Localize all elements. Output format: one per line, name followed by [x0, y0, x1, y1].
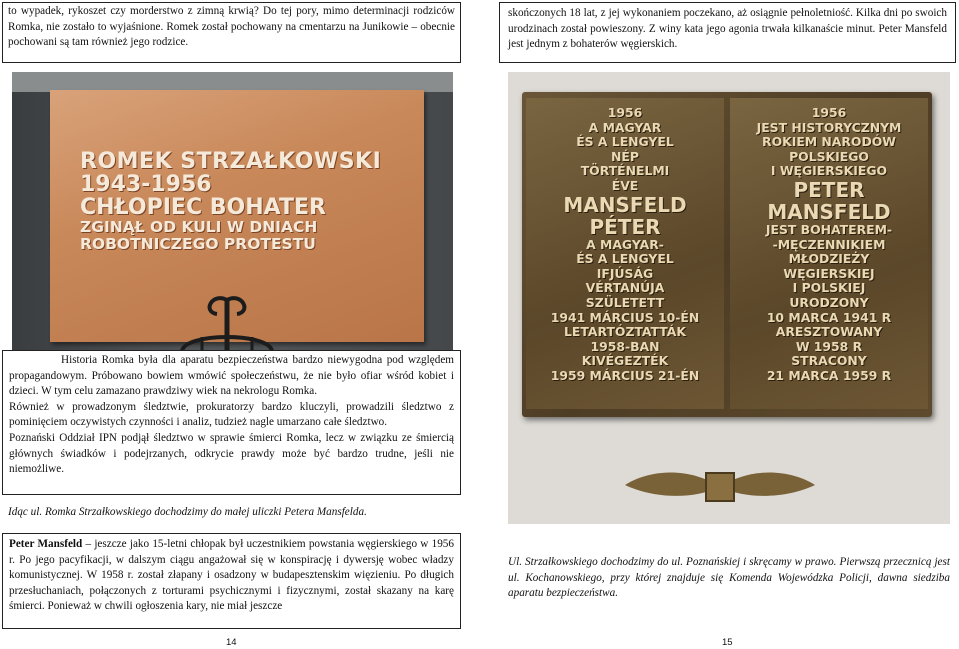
top-right-paragraph: skończonych 18 lat, z jej wykonaniem poczekano, aż osiągnie pełnoletniość. Kilka dni po swoich urodzinach został powieszony. Z winy kata jego agonia trwała kilkanaście minut. Peter Mansfeld jest jednym z bohaterów węgierskich.: [508, 7, 947, 51]
plaque-line: TÖRTÉNELMI: [580, 163, 670, 179]
plaque-line: PÉTER: [589, 214, 661, 239]
plaque-line: A MAGYAR: [588, 119, 662, 135]
plaque-years: 1943-1956: [80, 172, 212, 198]
plaque-line: 1956: [607, 105, 643, 120]
plaque-line: PETER: [793, 177, 865, 202]
page-number-left: 14: [226, 637, 237, 648]
plaque-line: ÉVE: [611, 177, 639, 193]
right-caption: Ul. Strzałkowskiego dochodzimy do ul. Poznańskiej i skręcamy w prawo. Pierwszą przecznicą jest ul. Kochanowskiego, przy której znajduje się Komenda Wojewódzka Policji, dawna siedziba aparatu bezpieczeństwa.: [508, 556, 950, 600]
mansfeld-text: – jeszcze jako 15-letni chłopak był uczestnikiem powstania węgierskiego w 1956 r. Po jego pacyfikacji, w dalszym ciągu angażował się w konspirację i dywersję wobec władzy komunistycznej. W 1958 r. został złapany i osadzony w budapesztenskim więzieniu. Po długich przesłuchaniach, połączonych z torturami psychicznymi i fizycznymi, został skazany na karę śmierci. Ponieważ w chwili ogłoszenia kary, nie miał jeszcze: [9, 538, 454, 613]
plaque-line: I WĘGIERSKIEGO: [770, 163, 888, 179]
plaque-line: VÉRTANÚJA: [585, 280, 665, 296]
plaque-inscription: [80, 150, 410, 252]
plaque-line: ÉS A LENGYEL: [576, 251, 674, 267]
plaque-line: SZÜLETETT: [585, 294, 665, 310]
plaque-line: 21 MARCA 1959 R: [766, 367, 892, 383]
plaque-line: 1941 MÁRCIUS 10-ÉN: [550, 309, 700, 325]
plaque-line: I POLSKIEJ: [792, 280, 866, 296]
mansfeld-text-box: [2, 533, 461, 629]
history-text-box: [2, 350, 461, 495]
plaque-line: ROKIEM NARODÓW: [762, 134, 896, 150]
plaque-line-4: ZGINĄŁ OD KULI W DNIACH: [80, 218, 318, 237]
top-right-text-box: [499, 2, 956, 63]
history-paragraph-3: Poznański Oddział IPN podjął śledztwo w sprawie śmierci Romka, lecz w związku ze śmiercią głównych świadków i podejrzanych, odkrycie prawdy może być bardzo trudne, jeśli nie niemożliwe.: [9, 431, 454, 476]
plaque-title: CHŁOPIEC BOHATER: [80, 195, 326, 221]
plaque-line: MŁODZIEŻY: [788, 251, 870, 267]
plaque-line: -MĘCZENNIKIEM: [772, 236, 886, 252]
strzalkowski-plaque-photo: [12, 72, 453, 350]
bronze-book-plaque: [522, 92, 932, 417]
plaque-line: 1958-BAN: [590, 338, 660, 354]
plaque-line: ÉS A LENGYEL: [576, 134, 674, 150]
plaque-line: MANSFELD: [767, 199, 891, 224]
history-paragraph-2: Również w prowadzonym śledztwie, prokuratorzy bardzo kluczyli, prowadzili śledztwo z pominięciem oczywistych czynności i analiz, tudzież nagle umarzano całe śledztwo.: [9, 400, 454, 429]
plaque-line: 1956: [811, 105, 847, 120]
plaque-line: JEST BOHATEREM-: [765, 221, 893, 237]
plaque-hungarian-page: [526, 98, 724, 409]
plaque-line-5: ROBOTNICZEGO PROTESTU: [80, 234, 316, 253]
plaque-line: 1959 MÁRCIUS 21-ÉN: [550, 367, 700, 383]
top-left-paragraph: to wypadek, rykoszet czy morderstwo z zimną krwią? Do tej pory, mimo determinacji rodziców Romka, nie zostało to wyjaśnione. Romek został pochowany na cmentarzu na Junikowie – obecnie pochowani są tam również jego rodzice.: [8, 5, 455, 49]
idac-caption: Idąc ul. Romka Strzałkowskiego dochodzimy do małej uliczki Petera Mansfelda.: [8, 506, 367, 518]
plaque-line: NÉP: [611, 148, 639, 164]
plaque-line: MANSFELD: [563, 192, 687, 217]
page-number-right: 15: [722, 637, 733, 648]
plaque-line: 10 MARCA 1941 R: [766, 309, 892, 325]
plaque-line: KIVÉGEZTÉK: [581, 353, 669, 369]
plaque-line: URODZONY: [789, 294, 869, 310]
top-left-text-box: [2, 2, 461, 63]
history-paragraph-1: Historia Romka była dla aparatu bezpieczeństwa bardzo niewygodna pod względem propagandowym. Próbowano bowiem wmówić społeczeństwu, że nie było ofiar wśród kobiet i dzieci. W tym celu zamazano prawdziwy wiek na nekrologu Romka.: [9, 354, 454, 398]
wall-strip: [12, 72, 453, 92]
plaque-line: POLSKIEGO: [789, 148, 869, 164]
mansfeld-paragraph: [9, 537, 454, 615]
mansfeld-plaque-photo: [508, 72, 950, 524]
plaque-line: W 1958 R: [795, 338, 863, 354]
plaque-line: WĘGIERSKIEJ: [783, 265, 875, 281]
plaque-line: LETARTÓZTATTÁK: [564, 324, 686, 340]
plaque-polish-page: [730, 98, 928, 409]
plaque-line: ARESZTOWANY: [775, 324, 883, 340]
laurel-wreath-ornament: [620, 457, 820, 517]
plaque-line: A MAGYAR-: [586, 236, 664, 252]
plaque-name: ROMEK STRZAŁKOWSKI: [80, 149, 382, 174]
iron-gate-ornament: [162, 292, 292, 350]
plaque-line: STRACONY: [791, 353, 867, 369]
plaque-line: IFJÚSÁG: [596, 265, 654, 281]
plaque-line: JEST HISTORYCZNYM: [756, 119, 902, 135]
mansfeld-name: Peter Mansfeld: [9, 538, 83, 550]
